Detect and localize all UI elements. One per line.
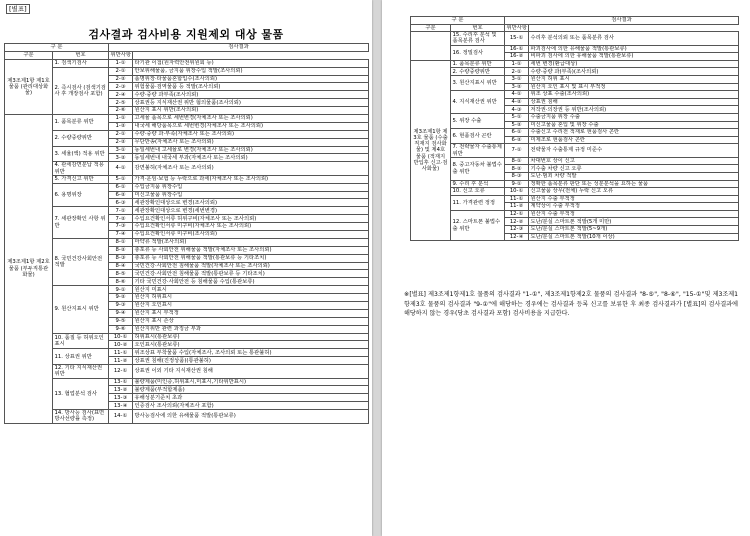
violation-number: 9-② [109,294,133,302]
violation-number: 8-③ [505,172,529,180]
violation-number: 11-① [109,349,133,357]
table-row [5,115,369,123]
violation-text: 원산지 허위 표시 [529,75,739,83]
violation-number: 4-① [109,162,133,175]
sub-division-label: 3. 세율(액) 적용 위반 [53,146,109,162]
table-row [5,286,369,294]
footnote: ※[별표] 제3조제1항제1호 물품의 검사결과 "1-①", 제3조제1항제2호 물품의 검사결과 "8-⑤", "8-⑥", "15-①"및 제3조제1항제3호 물품의 검사결과 "9-①"에 해당하는 경우에는 검사결과 등록 신고를 보류한 후 최종 검사결과가 [별표]의 검사결과에 해당하지 않는 경우(당초 검사결과 포함) 검사비용을 지급한다. [404,291,738,317]
violation-text: 위조상표 부착물품 수입(자체조사, 조사의뢰 또는 통관불허) [133,349,369,357]
violation-number: 7-① [109,207,133,215]
violation-number: 13-① [109,378,133,386]
violation-text: 계약상이 수출 부적정 [529,203,739,211]
violation-number: 15-① [505,32,529,45]
sub-division-label: 6. 용명위장 [53,183,109,207]
sub-division-label: 13. 협업분석 검사 [53,378,109,410]
sub-division-label: 9. 원산지표시 위반 [53,286,109,333]
violation-number: 9-③ [109,302,133,310]
violation-text: 도난/분실 스마트폰 적발(5개 미만) [529,218,739,226]
violation-text: 신고물품 상무(전체) 누락 신고 오류 [529,188,739,196]
violation-text: 원산지위반 관련 과징금 부과 [133,325,369,333]
header-number: 번호 [53,51,109,59]
table-row [411,180,739,188]
violation-text: 위험물품·검역물품 등 적발(조사의뢰) [133,83,369,91]
violation-number: 1-① [505,60,529,68]
table-row [5,365,369,378]
violation-text: 내국세 해당품목으로 세번변경(자체조사 또는 조사의뢰) [133,122,369,130]
violation-text: 상표권 침해(진정상품)(통관불허) [133,357,369,365]
violation-text: 안보위해물품, 금지품 위장수입 적발(조사의뢰) [133,67,369,75]
violation-text: 미제조로 현품검사 곤란 [529,136,739,144]
violation-number: 6-① [109,183,133,191]
violation-text: 정확한 품목분류 판단 또는 성분분석을 요하는 물품 [529,180,739,188]
table-row [5,410,369,423]
sub-division-label: 7. 세관장확인 사항 위반 [53,207,109,239]
violation-number: 2-③ [109,83,133,91]
violation-number: 7-③ [109,223,133,231]
violation-number: 1-① [109,59,133,67]
sub-division-label: 8. 국민건강사회안전 적발 [53,238,109,285]
table-row [5,207,369,215]
violation-number: 9-④ [109,309,133,317]
violation-text: 수리후 분석의뢰 또는 품목분류 검사 [529,32,739,45]
table-row [411,113,739,121]
violation-number: 6-① [505,129,529,137]
table-row [411,195,739,203]
table-row [411,68,739,76]
sub-division-label: 4. 지식재산권 위반 [451,91,505,114]
appendix-tag: [별표] [6,4,30,14]
violation-number: 6-② [109,191,133,199]
sub-division-label: 7. 전략물자 수출통제 위반 [451,144,505,157]
division-label: 제3조제1항 제2호 물품 (부두직통관화물) [5,115,53,424]
header-row [411,17,739,25]
violation-text: 전략물자 수출통제 규정 미준수 [529,144,739,157]
violation-text: 총포류 등 사회안전 위해물품 적발(자체조사 또는 조사의뢰) [133,246,369,254]
violation-text: 타기관 이첩(원자력안전위원회 등) [133,59,369,67]
violation-number: 8-⑥ [109,278,133,286]
violation-number: 13-③ [109,394,133,402]
violation-number: 3-① [109,146,133,154]
table-row [5,238,369,246]
violation-text: 오인표시(통관보류) [133,341,369,349]
violation-number: 4-① [505,91,529,99]
table-row [411,32,739,45]
sub-division-label: 11. 가격관련 정정 [451,195,505,210]
header-result: 검사결과 [109,44,369,52]
table-row [411,91,739,99]
violation-text: 수량·중량 과부족(조사의뢰) [133,91,369,99]
violation-text: 파괴검사에 의한 유해물품 적발(통관보류) [529,45,739,53]
table-row [411,210,739,218]
header-division: 구 분 [5,44,109,52]
violation-number: 8-② [505,165,529,173]
violation-number: 8-② [109,246,133,254]
violation-number: 8-③ [109,254,133,262]
violation-text: 세번 변경(환급대상) [529,60,739,68]
violation-number: 12-③ [505,226,529,234]
header-number: 번호 [451,24,505,32]
header-row [411,24,739,32]
violation-text: 고세율 품목으로 세번변경(자체조사 또는 조사의뢰) [133,115,369,123]
violation-text: 미신고물품 위장수입 [133,191,369,199]
table-row [5,349,369,357]
sub-division-label: 2. 즉시검사 (검색기검사 후 개장검사 포함) [53,67,109,114]
header-row [5,51,369,59]
sub-division-label: 12. 기타 지식재산권 위반 [53,365,109,378]
violation-number: 8-⑤ [109,270,133,278]
violation-number: 13-② [109,386,133,394]
violation-number: 11-② [505,203,529,211]
violation-text: 마약류 적발(조사의뢰) [133,238,369,246]
violation-number: 16-② [505,53,529,61]
sub-division-label: 9. 수리 후 분석 [451,180,505,188]
sub-division-label: 14. 방사능 검사(표면 방사선량률 측정) [53,410,109,423]
violation-text: 동일세번내 고세율로 변경(자체조사 또는 조사의뢰) [133,146,369,154]
violation-text: 수출신고 수리전 적재로 현품검사 곤란 [529,129,739,137]
violation-text: 미신고물품 혼입 및 위장 수출 [529,121,739,129]
violation-number: 10-① [505,188,529,196]
violation-number: 5-① [505,113,529,121]
violation-number: 2-① [109,130,133,138]
sub-division-label: 6. 현품검사 곤란 [451,129,505,144]
violation-number: 3-② [505,83,529,91]
table-row [5,67,369,75]
sub-division-label: 5. 가격신고 위반 [53,175,109,183]
header-violation: 위반사항 [506,24,527,31]
table-row [5,175,369,183]
violation-text: 동일세번내 내국세 부과(자체조사 또는 조사의뢰) [133,154,369,162]
violation-number: 2-① [109,67,133,75]
violation-number: 2-② [109,138,133,146]
violation-text: 허위표시(통관보류) [133,333,369,341]
division-continued [411,32,451,61]
violation-text: 수입요건확인서류 허위구비(자체조사 또는 조사의뢰) [133,215,369,223]
page-left [0,0,372,536]
violation-text: 상표권 이외 기타 지식재산권 침해 [133,365,369,378]
violation-text: 저작권·의장권 등 위반(조사의뢰) [529,106,739,114]
violation-number: 7-① [505,144,529,157]
violation-number: 4-③ [505,106,529,114]
sub-division-label: 1. 검색기검사 [53,59,109,67]
table-row [411,144,739,157]
sub-division-label: 2. 수량중량위반 [53,130,109,146]
violation-text: 수량·중량 과·부족(자체조사 또는 조사의뢰) [133,130,369,138]
violation-number: 12-① [505,210,529,218]
division-label: 제3조제1항 제1호 물품 (관리대상화물) [5,59,53,114]
violation-number: 2-⑥ [109,107,133,115]
violation-number: 11-② [109,357,133,365]
violation-number: 6-③ [109,199,133,207]
violation-text: 세관장확인대상으로 변경(조사의뢰) [133,199,369,207]
table-row [411,45,739,53]
violation-text: 도난·범죄 차량 적발 [529,172,739,180]
page-right [382,0,750,536]
violation-text: 기타 국민건강·사회안전 등 침해물품 수입(통관보류) [133,278,369,286]
table-row [411,60,739,68]
table-row [5,130,369,138]
table-row [411,75,739,83]
violation-number: 9-① [109,286,133,294]
sub-division-label: 12. 스마트폰 불법수출 위반 [451,210,505,240]
violation-number: 14-① [109,410,133,423]
violation-text: 위조 상표 수출(조사의뢰) [529,91,739,99]
violation-text: 원산지 수출 부적정 [529,195,739,203]
violation-text: 원산지 표시 부적정 [133,309,369,317]
violation-number: 1-① [109,115,133,123]
violation-text: 인증검사 조사의뢰(자체조사 포함) [133,402,369,410]
violation-text: 방사능검사에 의한 유해물품 적발(통관보류) [133,410,369,423]
table-row [411,188,739,196]
violation-number: 9-⑤ [109,317,133,325]
sub-division-label: 10. 품질 등 허위오인표시 [53,333,109,349]
violation-number: 9-① [505,180,529,188]
violation-text: 수출금지품 위장 수출 [529,113,739,121]
sub-division-label: 15. 수리후 분석 및 품목분류 검사 [451,32,505,45]
violation-number: 8-① [505,157,529,165]
violation-text: 비파괴 검사에 의한 유해물품 적발(통관보류) [529,53,739,61]
sub-division-label: 11. 상표권 위반 [53,349,109,365]
table-row [5,378,369,386]
violation-text: 원산지 허위표시 [133,294,369,302]
violation-text: 품명위장·타물품혼합입수(조사의뢰) [133,75,369,83]
document-title: 검사결과 검사비용 지원제외 대상 물품 [88,28,284,41]
table-row [5,146,369,154]
violation-text: 유해성분기준치 초과 [133,394,369,402]
sub-division-label: 4. 관세감면분납 적용 위반 [53,162,109,175]
table-row [5,59,369,67]
violation-text: 불량제품(부적합제품) [133,386,369,394]
violation-number: 1-② [109,122,133,130]
sub-division-label: 10. 신고 오류 [451,188,505,196]
header-result: 검사결과 [505,17,739,25]
violation-text: 수량·중량 과(부족)(조사의뢰) [529,68,739,76]
table-row [5,333,369,341]
violation-number: 11-① [505,195,529,203]
table-row [5,162,369,175]
sub-division-label: 5. 위장 수출 [451,113,505,128]
violation-text: 국민건강·사회안전 침해물품 적발(통관보류 등 기타조치) [133,270,369,278]
violation-text: 원산지 표시 위반(조사의뢰) [133,107,369,115]
sub-division-label: 1. 품목분류 위반 [53,115,109,131]
header-row [5,44,369,52]
violation-number: 2-④ [109,91,133,99]
violation-number: 12-④ [505,233,529,241]
table-row [5,183,369,191]
violation-text: 상표권 침해 [529,98,739,106]
violation-number: 2-② [109,75,133,83]
violation-text: 원산지 오인 표시 및 표시 부적정 [529,83,739,91]
sub-division-label: 3. 원산지표시 위반 [451,75,505,90]
violation-number: 7-② [109,215,133,223]
table-row [411,157,739,165]
violation-number: 6-② [505,136,529,144]
violation-text: 불량제품(미인증,허위표시,미표시,기타위반표시) [133,378,369,386]
violation-number: 10-② [109,341,133,349]
violation-text: 수입요건확인서류 미구비(조사의뢰) [133,231,369,239]
header-violation: 위반사항 [110,52,131,59]
sub-division-label: 1. 품목분류 위반 [451,60,505,68]
sub-division-label: 8. 중고자동차 불법수출 위반 [451,157,505,180]
violation-number: 12-② [505,218,529,226]
violation-text: 상표권등 지식재산권 위반 혐의물품(조사의뢰) [133,99,369,107]
violation-number: 16-① [505,45,529,53]
violation-number: 12-① [109,365,133,378]
violation-number: 10-① [109,333,133,341]
violation-number: 2-⑤ [109,99,133,107]
violation-text: 원산지 오인표시 [133,302,369,310]
violation-text: 도난/분실 스마트폰 적발(10개 이상) [529,233,739,241]
violation-text: 차대번호 상이 신고 [529,157,739,165]
exclusion-table-right [410,16,739,241]
violation-text: 총포류 등 사회안전 위해물품 적발(통관보류 등 기타조치) [133,254,369,262]
violation-number: 2-① [505,68,529,76]
violation-text: 도난/분실 스마트폰 적발(5~9개) [529,226,739,234]
sub-division-label: 2. 수량중량위반 [451,68,505,76]
sub-division-label: 16. 정밀검사 [451,45,505,60]
violation-text: 수입요건확인서류 미구비(자체조사 또는 조사의뢰) [133,223,369,231]
violation-number: 7-④ [109,231,133,239]
violation-text: 무단반송(자체조사 또는 조사의뢰) [133,138,369,146]
violation-number: 3-① [505,75,529,83]
violation-text: 원산지 표시 손상 [133,317,369,325]
violation-text: 기수출 차량 신고 오류 [529,165,739,173]
violation-number: 8-① [109,238,133,246]
violation-number: 3-② [109,154,133,162]
violation-text: 원산지 수출 부적정 [529,210,739,218]
violation-number: 8-④ [109,262,133,270]
header-sub-division: 구분 [5,51,53,59]
violation-number: 13-④ [109,402,133,410]
violation-text: 국민건강·사회안전 침해물품 적발(자체조사 또는 조사의뢰) [133,262,369,270]
header-sub-division: 구분 [411,24,451,32]
violation-number: 5-② [505,121,529,129]
violation-text: 수입금지품 위장수입 [133,183,369,191]
violation-number: 9-⑥ [109,325,133,333]
violation-number: 5-① [109,175,133,183]
violation-text: 감면불허(자체조사 또는 조사의뢰) [133,162,369,175]
division-label: 제3조제1항 제3호 물품 (수출직재지 검사화물) 및 제4호 물품 (적재지 반입후 신고·검사화물) [411,60,451,240]
exclusion-table-left [4,43,369,424]
table-row [411,129,739,137]
violation-text: 원산지 미표시 [133,286,369,294]
violation-text: 세관장확인대상으로 변경(세번변경) [133,207,369,215]
violation-number: 4-② [505,98,529,106]
violation-text: 가격·운임·보험 등 누락으로 과세(자체조사 또는 조사의뢰) [133,175,369,183]
header-division: 구 분 [411,17,505,25]
